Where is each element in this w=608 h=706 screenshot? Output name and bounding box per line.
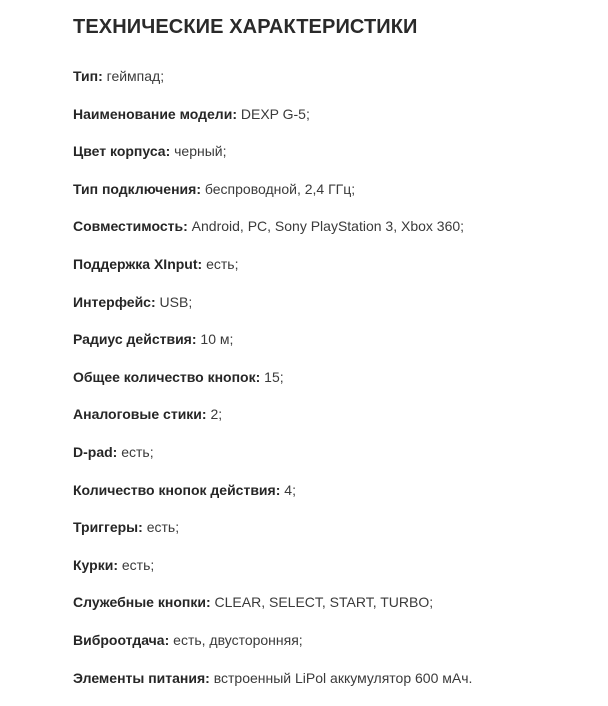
spec-row-bumpers — [73, 556, 593, 594]
spec-colon: : — [256, 369, 261, 385]
spec-colon: : — [198, 256, 203, 272]
spec-row-compatibility — [73, 217, 593, 255]
spec-value: DEXP G-5; — [237, 106, 310, 122]
spec-value: 2; — [207, 406, 223, 422]
spec-value: 15; — [260, 369, 283, 385]
spec-row-type — [73, 67, 593, 105]
spec-colon: : — [202, 406, 207, 422]
spec-row-button-count — [73, 368, 593, 406]
spec-label: Служебные кнопки — [73, 594, 206, 610]
spec-label: Виброотдача — [73, 632, 165, 648]
spec-label: Общее количество кнопок — [73, 369, 256, 385]
spec-value: геймпад; — [103, 68, 164, 84]
spec-row-dpad — [73, 443, 593, 481]
spec-value: CLEAR, SELECT, START, TURBO; — [211, 594, 434, 610]
page-title: ТЕХНИЧЕСКИЕ ХАРАКТЕРИСТИКИ — [73, 16, 418, 39]
spec-row-analog-sticks — [73, 405, 593, 443]
spec-colon: : — [113, 557, 118, 573]
spec-colon: : — [232, 106, 237, 122]
spec-value: 4; — [280, 482, 296, 498]
spec-label: Аналоговые стики — [73, 406, 202, 422]
spec-colon: : — [166, 143, 171, 159]
spec-colon: : — [113, 444, 118, 460]
spec-row-range — [73, 330, 593, 368]
spec-colon: : — [206, 594, 211, 610]
spec-label: Совместимость — [73, 218, 183, 234]
spec-row-body-color — [73, 142, 593, 180]
spec-colon: : — [183, 218, 188, 234]
spec-label: Тип подключения — [73, 181, 196, 197]
spec-colon: : — [165, 632, 170, 648]
spec-label: Наименование модели — [73, 106, 232, 122]
spec-row-power — [73, 669, 593, 706]
spec-label: D-pad — [73, 444, 113, 460]
spec-value: есть; — [202, 256, 238, 272]
spec-value: черный; — [170, 143, 226, 159]
spec-colon: : — [196, 181, 201, 197]
spec-list — [73, 67, 593, 706]
spec-colon: : — [276, 482, 281, 498]
spec-label: Интерфейс — [73, 294, 151, 310]
spec-label: Триггеры — [73, 519, 138, 535]
spec-label: Радиус действия — [73, 331, 192, 347]
spec-row-action-buttons — [73, 481, 593, 519]
spec-row-connection-type — [73, 180, 593, 218]
spec-row-interface — [73, 293, 593, 331]
spec-value: есть; — [117, 444, 153, 460]
spec-row-service-buttons — [73, 593, 593, 631]
spec-label: Тип — [73, 68, 98, 84]
spec-value: 10 м; — [197, 331, 234, 347]
spec-row-model-name — [73, 105, 593, 143]
spec-colon: : — [138, 519, 143, 535]
spec-label: Поддержка XInput — [73, 256, 198, 272]
spec-value: встроенный LiPol аккумулятор 600 мАч. — [210, 670, 473, 686]
spec-colon: : — [205, 670, 210, 686]
spec-value: есть; — [143, 519, 179, 535]
spec-row-triggers — [73, 518, 593, 556]
spec-value: Android, PC, Sony PlayStation 3, Xbox 360; — [188, 218, 464, 234]
spec-value: есть; — [118, 557, 154, 573]
spec-value: беспроводной, 2,4 ГГц; — [201, 181, 355, 197]
spec-label: Курки — [73, 557, 113, 573]
spec-value: USB; — [156, 294, 193, 310]
spec-colon: : — [98, 68, 103, 84]
spec-value: есть, двусторонняя; — [169, 632, 302, 648]
spec-label: Цвет корпуса — [73, 143, 166, 159]
spec-colon: : — [192, 331, 197, 347]
spec-label: Количество кнопок действия — [73, 482, 276, 498]
spec-row-vibration — [73, 631, 593, 669]
spec-row-xinput — [73, 255, 593, 293]
spec-label: Элементы питания — [73, 670, 205, 686]
spec-colon: : — [151, 294, 156, 310]
